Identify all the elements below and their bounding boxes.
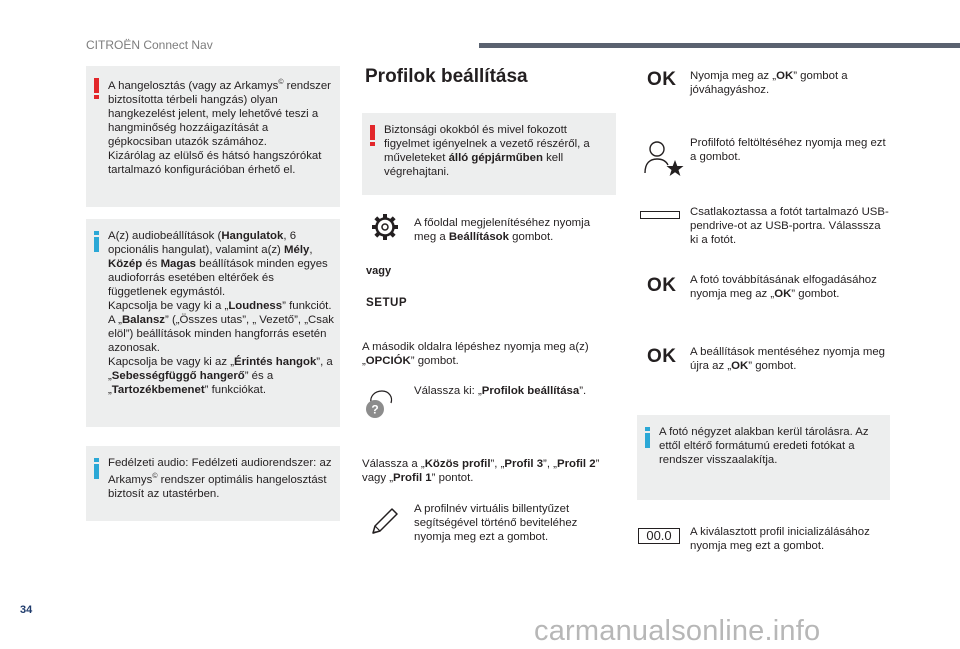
step-confirm-ok [690, 69, 890, 97]
warning-exclamation-icon [370, 125, 375, 146]
note-text: A fotó négyzet alakban kerül tárolásra. Az ettől eltérő formátumú eredeti fotókat a rendszer visszaalakítja. [659, 426, 869, 466]
warning-note-sound-distribution [86, 66, 340, 207]
step-bold: OK [774, 288, 792, 300]
note-text: beállítások minden egyes audioforrás esetében eltérőek és függetlenek egymástól. [108, 258, 328, 298]
note-bold: Loudness [228, 300, 283, 312]
note-text: A „ [108, 314, 122, 326]
ok-button-icon: OK [647, 69, 677, 90]
note-bold: Hangulatok [221, 230, 284, 242]
ok-button-icon: OK [647, 346, 677, 367]
watermark: carmanualsonline.info [534, 615, 821, 647]
note-text: ” és a „ [108, 370, 274, 396]
info-note-photo-format [637, 415, 890, 500]
step-text: gombot. [508, 231, 554, 243]
note-bold: Sebességfüggő hangerő [111, 370, 245, 382]
step-bold: Beállítások [448, 231, 509, 243]
note-bold: Mély [284, 244, 310, 256]
step-reset-profile: A kiválasztott profil inicializálásához nyomja meg ezt a gombot. [690, 526, 870, 552]
step-text: Nyomja meg az „ [690, 70, 777, 82]
step-bold: OK [776, 70, 794, 82]
or-label: vagy [366, 265, 392, 277]
note-bold: Tartozékbemenet [111, 384, 205, 396]
step-text: A fotó továbbításának elfogadásához nyomja meg az „ [690, 274, 877, 300]
note-text: rendszer optimális hangelosztást biztosít az utastérben. [108, 473, 327, 500]
gear-icon [372, 214, 398, 240]
step-text: A második oldalra lépéshez nyomja meg a(z) „ [362, 341, 589, 367]
step-connect-usb: Csatlakoztassa a fotót tartalmazó USB-pendrive-ot az USB-portra. Válasssza ki a fotót. [690, 206, 889, 246]
copyright-sup: © [278, 79, 284, 86]
step-virtual-keyboard: A profilnév virtuális billentyűzet segítségével történő beviteléhez nyomja meg ezt a gombot. [414, 503, 578, 543]
note-bold: Érintés hangok [234, 356, 317, 368]
step-text: ” gombot. [748, 360, 797, 372]
warning-note-safety [362, 113, 616, 195]
copyright-sup: © [152, 473, 158, 480]
note-text: ” („Összes utas”, „ Vezető”, „Csak elöl”) beállítások minden hangforrás esetén azonosak. [108, 314, 334, 354]
note-text: Kizárólag az elülső és hátsó hangszórókat tartalmazó konfigurációban érhető el. [108, 149, 322, 176]
step-text: Válassza a „ [362, 458, 425, 470]
info-i-icon [645, 427, 650, 448]
note-text: Fedélzeti audio: Fedélzeti audiorendszer: az Arkamys [108, 457, 332, 486]
step-text: ” gombot. [410, 355, 459, 367]
step-bold: OPCIÓK [365, 355, 411, 367]
step-bold: Profil 1 [393, 472, 432, 484]
help-question-icon [364, 389, 398, 421]
info-i-icon [94, 458, 99, 479]
info-i-icon [94, 231, 99, 252]
warning-exclamation-icon [94, 78, 99, 99]
setup-button-label: SETUP [366, 296, 408, 309]
note-text: Kapcsolja be vagy ki az „ [108, 356, 234, 368]
note-bold: Közép [108, 258, 143, 270]
pencil-icon [368, 506, 400, 538]
step-text: ” gombot. [791, 288, 840, 300]
manual-header-title: CITROËN Connect Nav [86, 38, 213, 52]
note-text: Biztonsági okokból és mivel fokozott figyelmet igényelnek a vezető részéről, a műveleteket [384, 124, 590, 164]
ok-button-icon: OK [647, 275, 677, 296]
note-text: rendszer biztosította térbeli hangzás) olyan hangkezelést jelent, mely lehetővé teszi a hangminőség hozzáigazítását a gépkocsiban utazók számához. [108, 79, 331, 148]
section-heading: Profilok beállítása [365, 66, 528, 87]
page-number: 34 [20, 604, 33, 616]
step-open-settings [414, 216, 614, 244]
step-options [362, 340, 614, 368]
step-accept-photo [690, 273, 890, 301]
svg-text:?: ? [371, 402, 379, 417]
usb-stick-icon [640, 211, 680, 219]
note-bold: Balansz [121, 314, 165, 326]
step-text: ”, „ [543, 458, 557, 470]
step-text: ” pontot. [431, 472, 474, 484]
step-choose-profile [362, 457, 618, 485]
step-upload-photo: Profilfotó feltöltéséhez nyomja meg ezt a gombot. [690, 137, 886, 163]
step-text: A főoldal megjelenítéséhez nyomja meg a [414, 217, 591, 243]
note-text: és [142, 258, 161, 270]
note-bold: Magas [160, 258, 197, 270]
step-text: Válassza ki: „ [414, 385, 482, 397]
user-star-icon [640, 139, 684, 177]
note-text: A(z) audiobeállítások ( [108, 230, 222, 242]
note-bold: álló gépjárműben [448, 152, 543, 164]
note-text: ” funkciót. [282, 300, 332, 312]
reset-profile-button-icon: 00.0 [638, 528, 680, 544]
note-text: kell végrehajtani. [384, 152, 564, 178]
step-save-settings [690, 345, 890, 373]
step-text: A beállítások mentéséhez nyomja meg újra az „ [690, 346, 886, 372]
step-text: ” vagy „ [362, 458, 600, 484]
info-note-onboard-audio [86, 446, 340, 521]
note-text: , 6 opcionális hangulat), valamint a(z) [108, 230, 297, 256]
note-text: A hangelosztás (vagy az Arkamys [108, 79, 279, 92]
step-bold: Közös profil [424, 458, 491, 470]
step-bold: OK [731, 360, 749, 372]
step-text: ”, „ [490, 458, 505, 470]
step-bold: Profilok beállítása [481, 385, 580, 397]
note-text: Kapcsolja be vagy ki a „ [108, 300, 229, 312]
note-text: ” funkciókat. [204, 384, 267, 396]
step-select-profiles [414, 384, 614, 398]
header-bar [479, 43, 960, 48]
note-text: , [309, 244, 313, 256]
step-bold: Profil 3 [504, 458, 544, 470]
step-bold: Profil 2 [556, 458, 596, 470]
note-text: ”, a „ [108, 356, 333, 382]
info-note-audio-settings [86, 219, 340, 427]
step-text: ”. [579, 385, 587, 397]
step-text: ” gombot a jóváhagyáshoz. [690, 70, 848, 96]
